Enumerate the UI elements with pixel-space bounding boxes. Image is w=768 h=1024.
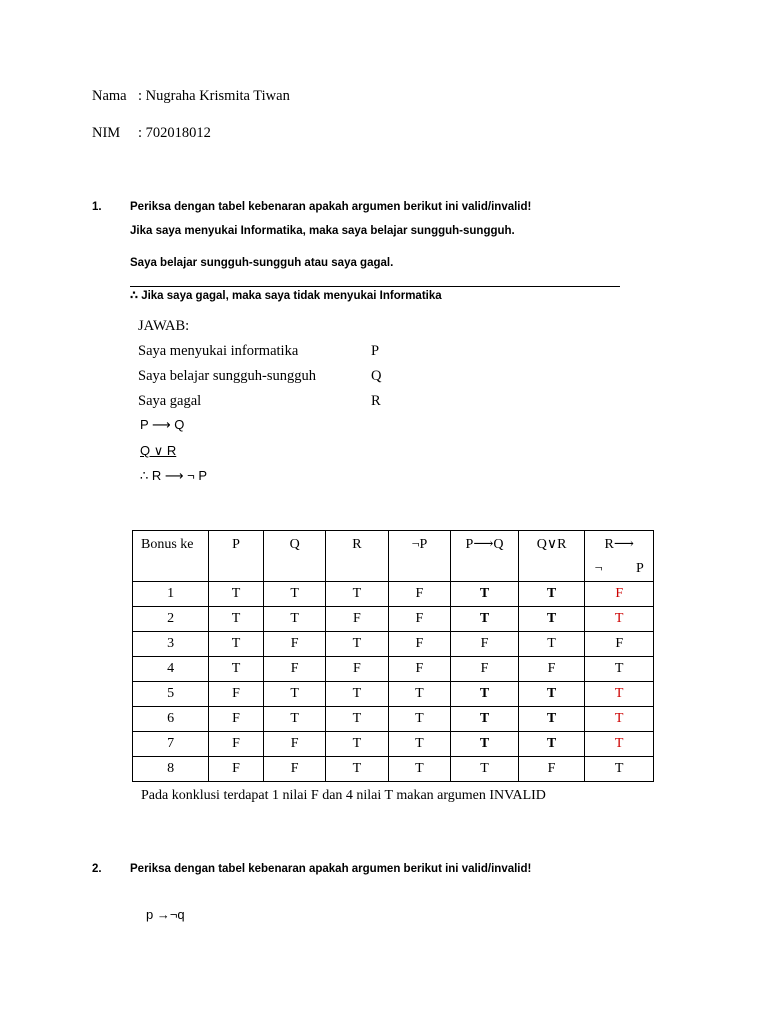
conclusion-note: Pada konklusi terdapat 1 nilai F dan 4 nilai T makan argumen INVALID (141, 788, 546, 803)
cell-q-or-r: T (518, 632, 585, 657)
cell-p: F (209, 707, 264, 732)
table-row (133, 707, 654, 732)
cell-r: T (326, 757, 388, 782)
cell-q: T (263, 607, 325, 632)
header-p: P (209, 531, 264, 582)
question2-number: 2. (92, 863, 102, 875)
cell-r-implies-not-p: T (585, 682, 654, 707)
table-row (133, 607, 654, 632)
cell-r-implies-not-p: T (585, 707, 654, 732)
cell-r: F (326, 657, 388, 682)
cell-q-or-r: F (518, 757, 585, 782)
nama-value: : Nugraha Krismita Tiwan (138, 88, 290, 104)
cell-q: T (263, 707, 325, 732)
cell-not-p: T (388, 757, 451, 782)
cell-bonus: 7 (133, 732, 209, 757)
answer-premise-implication: P ⟶ Q (140, 417, 185, 432)
answer-var-statement-3: Saya gagal (138, 393, 202, 409)
cell-r-implies-not-p: T (585, 607, 654, 632)
cell-p-implies-q: F (451, 657, 518, 682)
table-row (133, 732, 654, 757)
truth-table (132, 530, 654, 782)
cell-bonus: 5 (133, 682, 209, 707)
cell-not-p: T (388, 732, 451, 757)
answer-conclusion: ∴ R ⟶ ¬ P (140, 468, 208, 483)
cell-q: F (263, 632, 325, 657)
answer-var-symbol-3: R (371, 393, 381, 409)
answer-premise-disjunction: Q ∨ R (140, 443, 177, 458)
cell-not-p: T (388, 682, 451, 707)
cell-p: T (209, 657, 264, 682)
header-q: Q (263, 531, 325, 582)
table-row (133, 682, 654, 707)
header-not-p: ¬P (388, 531, 451, 582)
cell-p-implies-q: T (451, 682, 518, 707)
cell-p-implies-q: T (451, 732, 518, 757)
header-q-or-r: Q∨R (518, 531, 585, 582)
cell-q-or-r: T (518, 732, 585, 757)
cell-q-or-r: T (518, 607, 585, 632)
nim-value: : 702018012 (138, 125, 211, 141)
cell-q: F (263, 732, 325, 757)
answer-var-statement-2: Saya belajar sungguh-sungguh (138, 368, 316, 384)
question1-conclusion: ∴ Jika saya gagal, maka saya tidak menyukai Informatika (130, 290, 442, 302)
cell-r: T (326, 732, 388, 757)
cell-p: F (209, 732, 264, 757)
cell-q-or-r: T (518, 707, 585, 732)
cell-p-implies-q: T (451, 582, 518, 607)
table-row (133, 757, 654, 782)
cell-p-implies-q: T (451, 607, 518, 632)
truth-table-header-row (133, 531, 654, 582)
cell-p-implies-q: F (451, 632, 518, 657)
cell-not-p: F (388, 607, 451, 632)
cell-r: T (326, 707, 388, 732)
cell-bonus: 6 (133, 707, 209, 732)
question1-premise2: Saya belajar sungguh-sungguh atau saya gagal. (130, 257, 394, 269)
cell-bonus: 2 (133, 607, 209, 632)
cell-q: F (263, 657, 325, 682)
cell-p-implies-q: T (451, 707, 518, 732)
nim-label: NIM (92, 125, 121, 141)
header-bonus: Bonus ke (133, 531, 209, 582)
header-r: R (326, 531, 388, 582)
answer-var-symbol-2: Q (371, 368, 382, 384)
cell-not-p: F (388, 632, 451, 657)
cell-r-implies-not-p: T (585, 757, 654, 782)
question1-premise1: Jika saya menyukai Informatika, maka saya belajar sungguh-sungguh. (130, 225, 515, 237)
cell-not-p: F (388, 657, 451, 682)
cell-r: T (326, 582, 388, 607)
cell-r: T (326, 632, 388, 657)
cell-not-p: F (388, 582, 451, 607)
header-r-implies-not-p: R⟶ ¬ P (585, 531, 654, 582)
question1-title: Periksa dengan tabel kebenaran apakah argumen berikut ini valid/invalid! (130, 201, 532, 213)
nama-label: Nama (92, 88, 127, 104)
truth-table-body (133, 582, 654, 782)
cell-bonus: 8 (133, 757, 209, 782)
cell-r-implies-not-p: T (585, 657, 654, 682)
header-p-implies-q: P⟶Q (451, 531, 518, 582)
cell-p: T (209, 582, 264, 607)
cell-p-implies-q: T (451, 757, 518, 782)
cell-bonus: 1 (133, 582, 209, 607)
cell-r: T (326, 682, 388, 707)
cell-q: T (263, 682, 325, 707)
table-row (133, 632, 654, 657)
cell-p: F (209, 682, 264, 707)
cell-q-or-r: F (518, 657, 585, 682)
cell-q-or-r: T (518, 582, 585, 607)
question2-formula: p →¬q (146, 907, 185, 922)
cell-r-implies-not-p: F (585, 632, 654, 657)
cell-bonus: 4 (133, 657, 209, 682)
cell-r-implies-not-p: T (585, 732, 654, 757)
answer-var-symbol-1: P (371, 343, 380, 359)
cell-bonus: 3 (133, 632, 209, 657)
table-row (133, 657, 654, 682)
question1-number: 1. (92, 201, 102, 213)
cell-p: F (209, 757, 264, 782)
cell-q: F (263, 757, 325, 782)
question2-title: Periksa dengan tabel kebenaran apakah argumen berikut ini valid/invalid! (130, 863, 532, 875)
cell-q: T (263, 582, 325, 607)
cell-not-p: T (388, 707, 451, 732)
cell-q-or-r: T (518, 682, 585, 707)
cell-p: T (209, 632, 264, 657)
cell-r-implies-not-p: F (585, 582, 654, 607)
answer-var-statement-1: Saya menyukai informatika (138, 343, 299, 359)
conclusion-divider (130, 286, 620, 287)
table-row (133, 582, 654, 607)
cell-r: F (326, 607, 388, 632)
answer-heading: JAWAB: (138, 318, 190, 334)
cell-p: T (209, 607, 264, 632)
